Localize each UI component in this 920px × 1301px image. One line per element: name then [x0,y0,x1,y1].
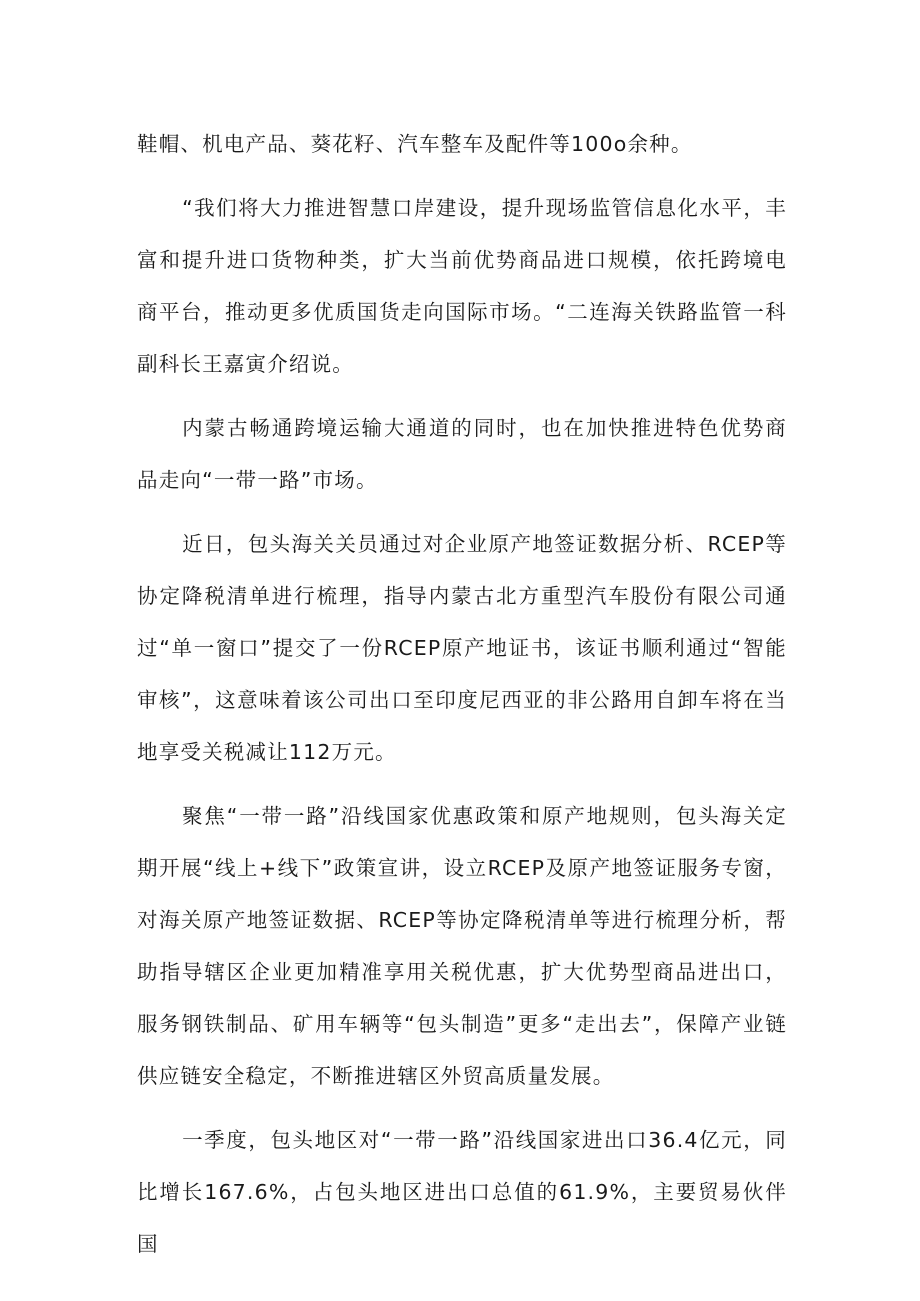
paragraph-quote: “我们将大力推进智慧口岸建设，提升现场监管信息化水平，丰富和提升进口货物种类，扩大当前优势商品进口规模，依托跨境电商平台，推动更多优质国货走向国际市场。“二连海关铁路监管一科副科长王嘉寅介绍说。 [137,196,787,376]
paragraph-first-quarter: 一季度，包头地区对“一带一路”沿线国家进出口36.4亿元，同比增长167.6%，占包头地区进出口总值的61.9%，主要贸易伙伴国 [137,1128,787,1256]
paragraph-continuation: 鞋帽、机电产品、葵花籽、汽车整车及配件等100o余种。 [137,132,693,156]
document-body [137,118,787,1282]
paragraph-rcep-certificate: 近日，包头海关关员通过对企业原产地签证数据分析、RCEP等协定降税清单进行梳理，指导内蒙古北方重型汽车股份有限公司通过“单一窗口”提交了一份RCEP原产地证书，该证书顺利通过“智能审核”，这意味着该公司出口至印度尼西亚的非公路用自卸车将在当地享受关税减让112万元。 [137,532,787,764]
paragraph-inner-mongolia: 内蒙古畅通跨境运输大通道的同时，也在加快推进特色优势商品走向“一带一路”市场。 [137,416,787,492]
paragraph-policy-focus: 聚焦“一带一路”沿线国家优惠政策和原产地规则，包头海关定期开展“线上+线下”政策宣讲，设立RCEP及原产地签证服务专窗，对海关原产地签证数据、RCEP等协定降税清单等进行梳理分析，帮助指导辖区企业更加精准享用关税优惠，扩大优势型商品进出口，服务钢铁制品、矿用车辆等“包头制造”更多“走出去”，保障产业链供应链安全稳定，不断推进辖区外贸高质量发展。 [137,804,787,1088]
